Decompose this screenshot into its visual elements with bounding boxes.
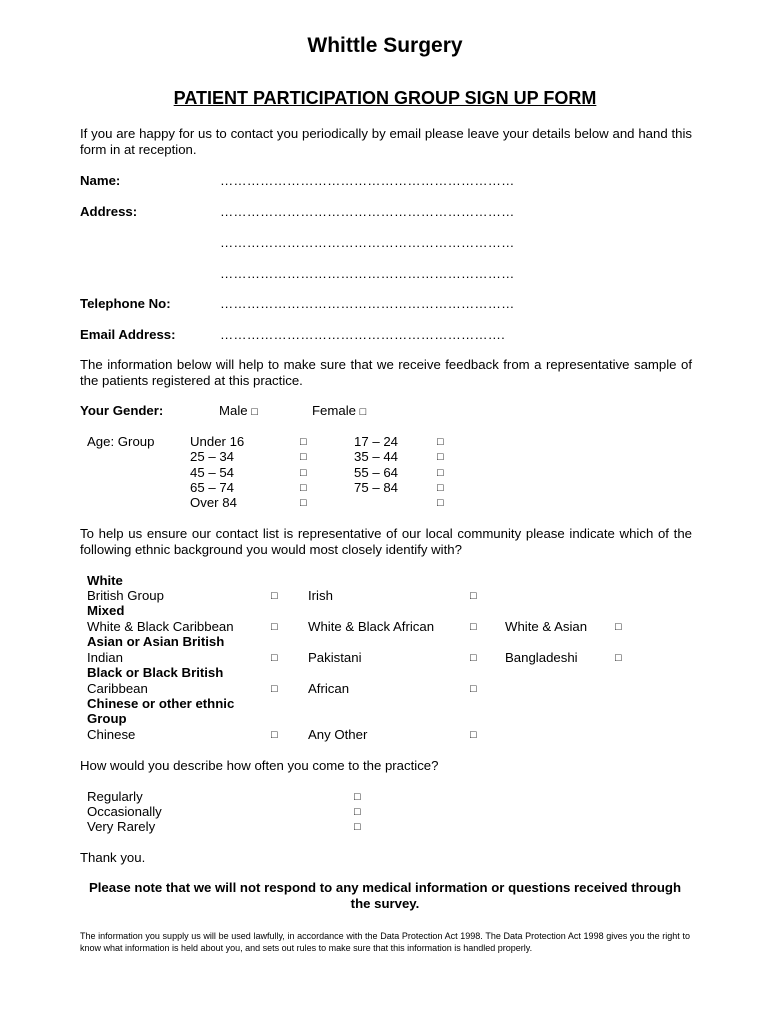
age-option-label: 25 – 34 (190, 449, 234, 464)
age-checkbox[interactable]: □ (300, 436, 307, 448)
age-checkbox[interactable]: □ (437, 451, 444, 463)
age-option-label: 17 – 24 (354, 434, 398, 449)
ethnic-label-caribbean: Caribbean (87, 681, 148, 696)
ethnic-checkbox-caribbean[interactable]: □ (271, 683, 278, 695)
ethnic-heading-black: Black or Black British (87, 665, 224, 680)
address-label: Address: (80, 204, 138, 219)
address-field-line-3[interactable]: ………………………………………………………… (220, 266, 515, 281)
frequency-option-label: Very Rarely (87, 819, 156, 834)
age-checkbox[interactable]: □ (300, 467, 307, 479)
ethnic-label-british: British Group (87, 588, 164, 603)
disclaimer-note: Please note that we will not respond to any medical information or questions received through the survey. (88, 880, 682, 911)
gender-female-option[interactable] (312, 403, 366, 418)
ethnic-checkbox-pakistani[interactable]: □ (470, 652, 477, 664)
ethnic-checkbox-indian[interactable]: □ (271, 652, 278, 664)
ethnic-heading-asian: Asian or Asian British (87, 634, 225, 649)
email-label: Email Address: (80, 327, 176, 342)
frequency-option-label: Regularly (87, 789, 143, 804)
age-checkbox[interactable]: □ (300, 497, 307, 509)
age-option-label: 75 – 84 (354, 480, 398, 495)
address-field-line-1[interactable]: ………………………………………………………… (220, 204, 515, 219)
ethnic-label-african: African (308, 681, 350, 696)
age-checkbox[interactable]: □ (437, 436, 444, 448)
data-protection-text: The information you supply us will be used lawfully, in accordance with the Data Protection Act 1998. The Data Protection Act 1998 gives you the right to know what information is held about you, and sets out rules to make sure that this information is handled properly. (80, 931, 690, 953)
name-field[interactable]: ………………………………………………………… (220, 173, 515, 188)
ethnic-label-indian: Indian (87, 650, 123, 665)
gender-male-checkbox[interactable]: □ (251, 406, 258, 418)
form-title: PATIENT PARTICIPATION GROUP SIGN UP FORM (173, 88, 597, 108)
age-checkbox[interactable]: □ (300, 451, 307, 463)
age-option-label: Under 16 (190, 434, 245, 449)
age-option-label: 35 – 44 (354, 449, 398, 464)
age-option-label: 65 – 74 (190, 480, 234, 495)
ethnic-label-white-black-caribbean: White & Black Caribbean (87, 619, 234, 634)
intro-text: If you are happy for us to contact you periodically by email please leave your details below and hand this form in at reception. (80, 126, 692, 157)
ethnic-checkbox-irish[interactable]: □ (470, 590, 477, 602)
ethnic-checkbox-white-asian[interactable]: □ (615, 621, 622, 633)
ethnic-label-irish: Irish (308, 588, 333, 603)
ethnic-checkbox-any-other[interactable]: □ (470, 729, 477, 741)
representative-text: The information below will help to make sure that we receive feedback from a representative sample of the patients registered at this practice. (80, 357, 692, 388)
age-option-label: 45 – 54 (190, 465, 234, 480)
ethnic-checkbox-white-black-african[interactable]: □ (470, 621, 477, 633)
ethnic-intro-text: To help us ensure our contact list is representative of our local community please indicate which of the following ethnic background you would most closely identify with? (80, 526, 692, 557)
frequency-checkbox[interactable]: □ (354, 821, 361, 833)
frequency-checkbox[interactable]: □ (354, 791, 361, 803)
ethnic-checkbox-british[interactable]: □ (271, 590, 278, 602)
ethnic-checkbox-chinese[interactable]: □ (271, 729, 278, 741)
ethnic-heading-chinese-cont: Group (87, 711, 127, 726)
frequency-option-label: Occasionally (87, 804, 162, 819)
frequency-question: How would you describe how often you come to the practice? (80, 758, 439, 773)
age-checkbox[interactable]: □ (437, 497, 444, 509)
telephone-field[interactable]: ………………………………………………………… (220, 296, 515, 311)
practice-name: Whittle Surgery (307, 34, 463, 57)
ethnic-label-bangladeshi: Bangladeshi (505, 650, 578, 665)
telephone-label: Telephone No: (80, 296, 171, 311)
age-group-label: Age: Group (87, 434, 155, 449)
gender-male-label: Male (219, 403, 248, 418)
ethnic-checkbox-african[interactable]: □ (470, 683, 477, 695)
gender-female-label: Female (312, 403, 356, 418)
ethnic-heading-chinese: Chinese or other ethnic (87, 696, 235, 711)
age-checkbox[interactable]: □ (300, 482, 307, 494)
age-option-label: Over 84 (190, 495, 237, 510)
ethnic-checkbox-bangladeshi[interactable]: □ (615, 652, 622, 664)
gender-male-option[interactable] (219, 403, 258, 418)
ethnic-label-any-other: Any Other (308, 727, 368, 742)
ethnic-label-pakistani: Pakistani (308, 650, 362, 665)
gender-label: Your Gender: (80, 403, 164, 418)
thank-you-text: Thank you. (80, 850, 146, 865)
frequency-checkbox[interactable]: □ (354, 806, 361, 818)
ethnic-heading-white: White (87, 573, 123, 588)
ethnic-checkbox-white-black-caribbean[interactable]: □ (271, 621, 278, 633)
ethnic-label-chinese: Chinese (87, 727, 136, 742)
gender-female-checkbox[interactable]: □ (359, 406, 367, 418)
email-field[interactable]: ………………………………………………………. (220, 327, 506, 342)
ethnic-heading-mixed: Mixed (87, 603, 125, 618)
ethnic-label-white-asian: White & Asian (505, 619, 588, 634)
ethnic-label-white-black-african: White & Black African (308, 619, 435, 634)
name-label: Name: (80, 173, 121, 188)
age-checkbox[interactable]: □ (437, 467, 444, 479)
age-option-label: 55 – 64 (354, 465, 398, 480)
address-field-line-2[interactable]: ………………………………………………………… (220, 235, 515, 250)
age-checkbox[interactable]: □ (437, 482, 444, 494)
